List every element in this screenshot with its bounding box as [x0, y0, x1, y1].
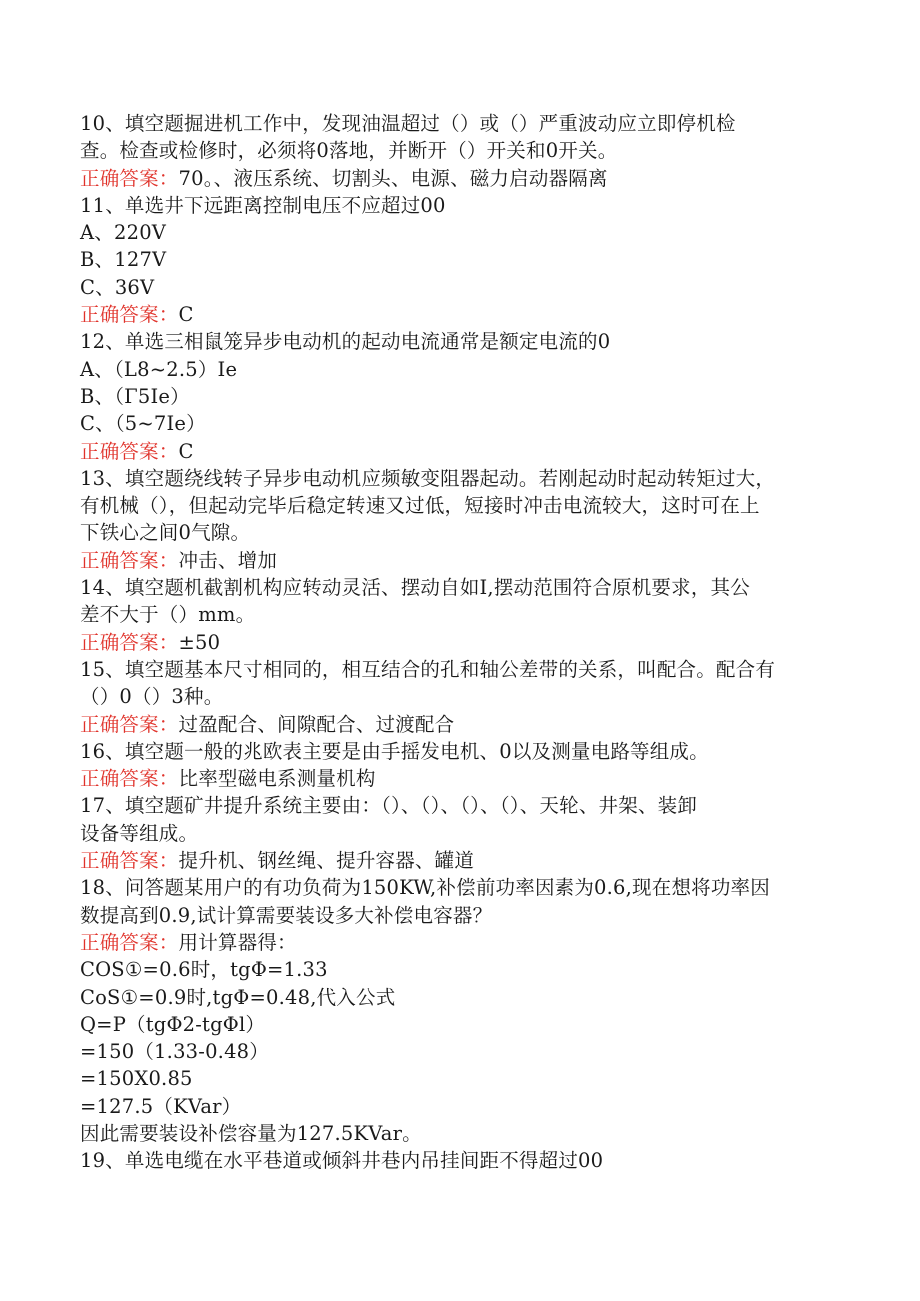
text-line [80, 519, 840, 546]
line-text: =150（1.33-0.48） [80, 1040, 269, 1064]
answer-label: 正确答案： [80, 439, 179, 463]
text-line [80, 574, 840, 601]
text-line [80, 465, 840, 492]
line-text: （）0（）3种。 [80, 685, 224, 709]
text-line [80, 137, 840, 164]
line-text: 19、单选电缆在水平巷道或倾斜井巷内吊挂间距不得超过00 [80, 1149, 604, 1173]
answer-label: 正确答案： [80, 630, 179, 654]
line-text: 17、填空题矿井提升系统主要由：（）、（）、（）、（）、天轮、井架、装卸 [80, 794, 698, 818]
text-line [80, 683, 840, 710]
answer-label: 正确答案： [80, 767, 179, 791]
answer-text: 过盈配合、间隙配合、过渡配合 [178, 712, 455, 736]
line-text: =150X0.85 [80, 1067, 193, 1091]
answer-label: 正确答案： [80, 712, 179, 736]
line-text: COS①=0.6时，tgΦ=1.33 [80, 958, 328, 982]
answer-line [80, 165, 840, 192]
text-line [80, 792, 840, 819]
text-line [80, 984, 840, 1011]
answer-line [80, 629, 840, 656]
text-line [80, 1038, 840, 1065]
answer-text: 70。、液压系统、切割头、电源、磁力启动器隔离 [178, 166, 608, 190]
line-text: 18、问答题某用户的有功负荷为150KW,补偿前功率因素为0.6,现在想将功率因 [80, 876, 770, 900]
line-text: 16、填空题一般的兆欧表主要是由手摇发电机、0以及测量电路等组成。 [80, 739, 709, 763]
text-line [80, 1093, 840, 1120]
text-line [80, 1120, 840, 1147]
line-text: 11、单选井下远距离控制电压不应超过00 [80, 193, 446, 217]
answer-line [80, 765, 840, 792]
answer-line [80, 438, 840, 465]
answer-text: 提升机、钢丝绳、提升容器、罐道 [178, 849, 475, 873]
document-body [80, 110, 840, 1175]
answer-text: 冲击、增加 [178, 548, 278, 572]
text-line [80, 656, 840, 683]
answer-label: 正确答案： [80, 166, 179, 190]
line-text: 有机械（），但起动完毕后稳定转速又过低，短接时冲击电流较大，这时可在上 [80, 494, 760, 518]
answer-line [80, 547, 840, 574]
text-line [80, 1147, 840, 1174]
line-text: B、（Γ5Ie） [80, 384, 190, 408]
text-line [80, 246, 840, 273]
answer-line [80, 711, 840, 738]
answer-text: C [178, 303, 194, 327]
text-line [80, 356, 840, 383]
line-text: 因此需要装设补偿容量为127.5KVar。 [80, 1121, 422, 1145]
text-line [80, 1065, 840, 1092]
text-line [80, 410, 840, 437]
line-text: 13、填空题绕线转子异步电动机应频敏变阻器起动。若刚起动时起动转矩过大， [80, 466, 776, 490]
text-line [80, 956, 840, 983]
text-line [80, 874, 840, 901]
line-text: C、（5~7Ie） [80, 412, 206, 436]
text-line [80, 820, 840, 847]
text-line [80, 274, 840, 301]
line-text: 数提高到0.9,试计算需要装设多大补偿电容器？ [80, 903, 493, 927]
text-line [80, 601, 840, 628]
line-text: 查。检查或检修时，必须将0落地，并断开（）开关和0开关。 [80, 139, 618, 163]
text-line [80, 738, 840, 765]
answer-text: C [178, 439, 194, 463]
answer-label: 正确答案： [80, 930, 179, 954]
line-text: 12、单选三相鼠笼异步电动机的起动电流通常是额定电流的0 [80, 330, 611, 354]
line-text: =127.5（KVar） [80, 1094, 242, 1118]
answer-line [80, 929, 840, 956]
line-text: C、36V [80, 275, 155, 299]
text-line [80, 902, 840, 929]
line-text: 设备等组成。 [80, 821, 199, 845]
line-text: 差不大于（）mm。 [80, 603, 256, 627]
text-line [80, 192, 840, 219]
answer-text: 用计算器得： [178, 930, 297, 954]
line-text: 下铁心之间0气隙。 [80, 521, 251, 545]
line-text: CoS①=0.9时,tgΦ=0.48,代入公式 [80, 985, 396, 1009]
line-text: 10、填空题掘进机工作中，发现油温超过（）或（）严重波动应立即停机检 [80, 112, 736, 135]
text-line [80, 110, 840, 137]
text-line [80, 383, 840, 410]
line-text: B、127V [80, 248, 167, 272]
line-text: A、220V [80, 221, 167, 245]
text-line [80, 219, 840, 246]
line-text: 15、填空题基本尺寸相同的，相互结合的孔和轴公差带的关系，叫配合。配合有 [80, 657, 776, 681]
answer-text: 比率型磁电系测量机构 [178, 767, 376, 791]
line-text: Q=P（tgΦ2-tgΦl） [80, 1012, 266, 1036]
text-line [80, 1011, 840, 1038]
text-line [80, 492, 840, 519]
answer-line [80, 301, 840, 328]
answer-label: 正确答案： [80, 548, 179, 572]
answer-text: ±50 [178, 630, 221, 654]
answer-label: 正确答案： [80, 303, 179, 327]
line-text: 14、填空题机截割机构应转动灵活、摆动自如I,摆动范围符合原机要求，其公 [80, 576, 750, 600]
line-text: A、（L8~2.5）Ie [80, 357, 238, 381]
text-line [80, 328, 840, 355]
answer-label: 正确答案： [80, 849, 179, 873]
answer-line [80, 847, 840, 874]
